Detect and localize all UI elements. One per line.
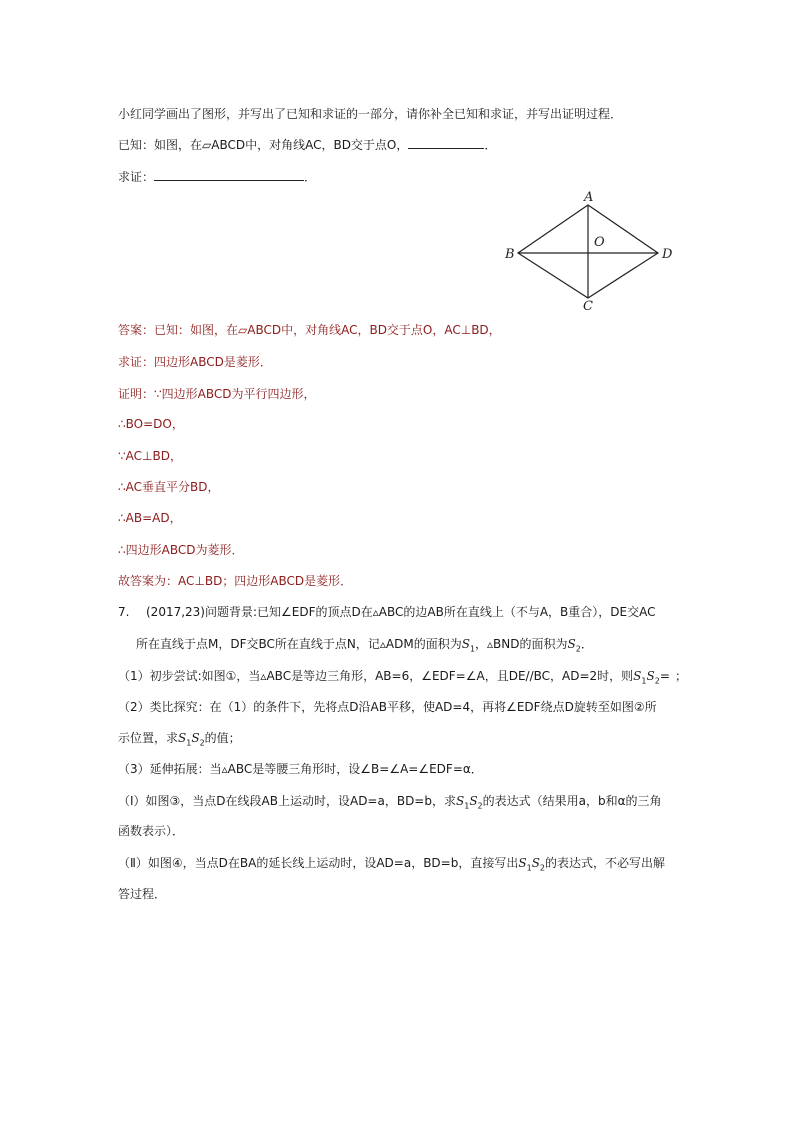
rhombus-figure (500, 188, 680, 312)
answer-line-9: 故答案为：AC⊥BD；四边形ABCD是菱形． (118, 574, 353, 588)
answer-line-2: 求证：四边形ABCD是菱形． (118, 355, 272, 369)
given-blank (408, 136, 484, 149)
answer-line-8: ∴四边形ABCD为菱形． (118, 543, 244, 557)
s2-symbol: S (469, 794, 478, 808)
s1-subscript: 1 (469, 644, 476, 654)
part-1 (118, 668, 670, 689)
given-text: 已知：如图，在▱ABCD中，对角线AC，BD交于点O， (118, 138, 409, 152)
part-i-line-1 (118, 793, 662, 814)
label-o: O (594, 235, 605, 250)
part-ii-line-1 (118, 855, 665, 876)
label-d: D (662, 247, 673, 262)
s2-symbol: S (646, 669, 655, 683)
s1-symbol: S (455, 794, 465, 808)
part-2-end: 的值； (204, 731, 241, 745)
part-1-equals: = (659, 669, 670, 683)
prove-end: ． (304, 170, 317, 184)
part-ii-line-2: 答过程． (118, 887, 167, 901)
prove-blank (154, 168, 304, 181)
answer-line-6: ∴AC垂直平分BD， (118, 480, 220, 494)
part-1-end: ； (675, 669, 688, 683)
problem7-number: 7. (118, 605, 130, 619)
answer-line-1: 答案：已知：如图，在▱ABCD中，对角线AC，BD交于点O，AC⊥BD， (118, 323, 501, 337)
problem7-line-2c: ． (580, 637, 593, 651)
s2-symbol: S (191, 731, 200, 745)
answer-line-4: ∴BO=DO， (118, 417, 184, 431)
part-ii-text: （Ⅱ）如图④，当点D在BA的延长线上运动时，设AD=a，BD=b，直接写出 (118, 856, 519, 870)
s1-symbol: S (461, 637, 470, 651)
s2-subscript: 2 (654, 676, 660, 686)
part-2-line-2 (118, 730, 241, 751)
given-end: ． (484, 138, 497, 152)
part-ii-rest: 的表达式，不必写出解 (545, 856, 666, 870)
s1-subscript: 1 (526, 863, 532, 873)
answer-line-5: ∵AC⊥BD， (118, 449, 182, 463)
problem-intro: 小红同学画出了图形，并写出了已知和求证的一部分，请你补全已知和求证，并写出证明过程． (118, 107, 623, 121)
part-2-text: 示位置，求 (118, 731, 179, 745)
prove-label: 求证： (118, 170, 155, 184)
answer-line-7: ∴AB=AD， (118, 511, 182, 525)
prove-line (118, 168, 316, 185)
part-1-text: （1）初步尝试:如图①，当▵ABC是等边三角形，AB=6，∠EDF=∠A，且DE//BC，AD=2时，则 (118, 669, 634, 683)
s1-subscript: 1 (464, 801, 470, 811)
s2-symbol: S (567, 637, 576, 651)
s2-symbol: S (531, 856, 540, 870)
problem7-line-1: (2017,23)问题背景:已知∠EDF的顶点D在▵ABC的边AB所在直线上（不与A，B重合），DE交AC (146, 605, 656, 619)
problem7-line-2 (136, 636, 593, 657)
s2-subscript: 2 (477, 801, 483, 811)
part-3: （3）延伸拓展：当▵ABC是等腰三角形时，设∠B=∠A=∠EDF=α． (118, 762, 483, 776)
s1-symbol: S (633, 669, 642, 683)
label-a: A (584, 190, 594, 205)
s2-subscript: 2 (575, 644, 581, 654)
label-c: C (583, 299, 593, 312)
part-i-line-2: 函数表示）． (118, 824, 185, 838)
s1-symbol: S (178, 731, 187, 745)
s2-subscript: 2 (539, 863, 546, 873)
problem7-line-2a: 所在直线于点M，DF交BC所在直线于点N，记▵ADM的面积为 (136, 637, 462, 651)
s1-subscript: 1 (186, 738, 192, 748)
part-i-text: （Ⅰ）如图③，当点D在线段AB上运动时，设AD=a，BD=b，求 (118, 794, 456, 808)
label-b: B (505, 247, 515, 262)
s1-subscript: 1 (641, 676, 647, 686)
s2-subscript: 2 (199, 738, 205, 748)
part-i-rest: 的表达式（结果用a，b和α的三角 (482, 794, 662, 808)
part-2-line-1: （2）类比探究：在（1）的条件下，先将点D沿AB平移，使AD=4，再将∠EDF绕点D旋转至如图②所 (118, 700, 657, 714)
problem7-line-2b: ，▵BND的面积为 (475, 637, 568, 651)
answer-line-3: 证明：∵四边形ABCD为平行四边形， (118, 387, 316, 401)
s1-symbol: S (518, 856, 527, 870)
given-line (118, 136, 496, 153)
